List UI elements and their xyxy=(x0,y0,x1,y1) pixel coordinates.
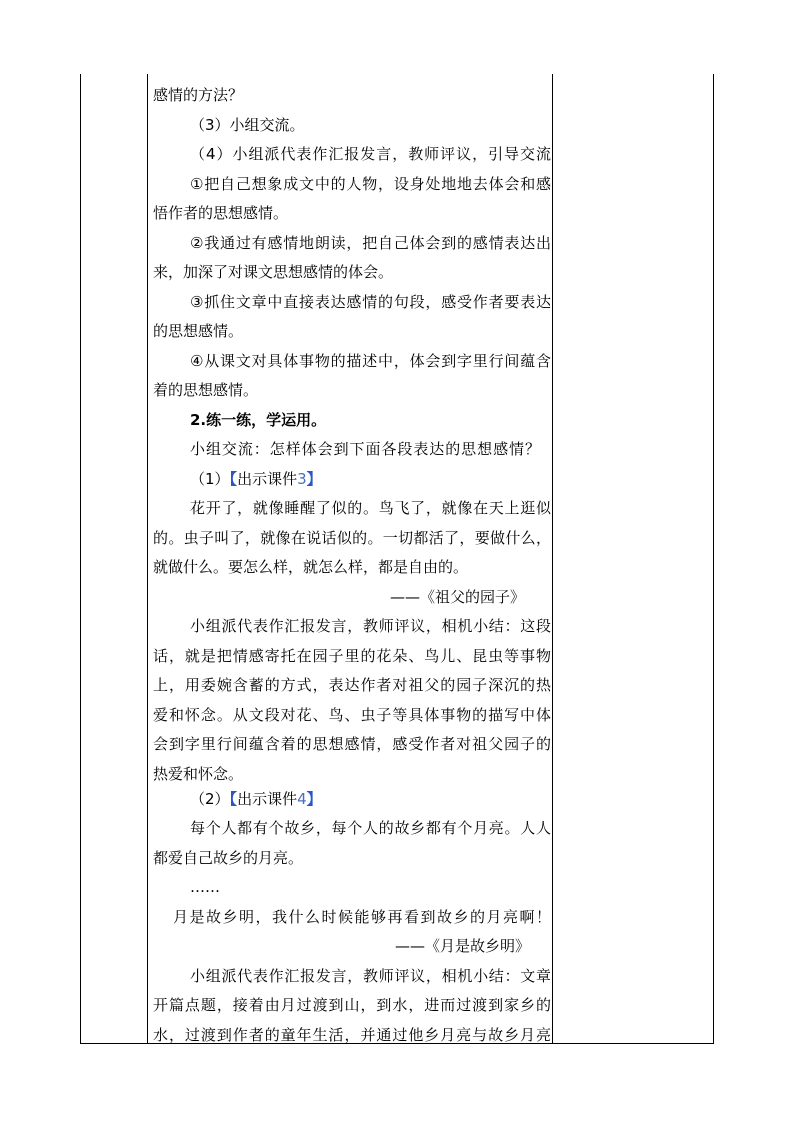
text-line: 会到字里行间蕴含着的思想感情，感受作者对祖父园子的 xyxy=(153,735,551,753)
text-line: ②我通过有感情地朗读，把自己体会到的感情表达出 xyxy=(190,234,551,252)
text-line: 热爱和怀念。 xyxy=(153,765,244,783)
citation: ——《月是故乡明》 xyxy=(394,937,530,955)
section-heading: 2.练一练，学运用。 xyxy=(190,411,327,429)
text-line: 月是故乡明，我什么时候能够再看到故乡的月亮啊！ xyxy=(173,908,551,926)
text-line: 小组派代表作汇报发言，教师评议，相机小结：文章 xyxy=(190,967,551,985)
text-line: ③抓住文章中直接表达感情的句段，感受作者要表达 xyxy=(190,293,551,311)
text-line: 水，过渡到作者的童年生活，并通过他乡月亮与故乡月亮 xyxy=(153,1026,551,1044)
text-line: 着的思想感情。 xyxy=(153,381,259,399)
item-number: （1） xyxy=(190,470,230,488)
ellipsis: …… xyxy=(190,878,220,896)
item-number: （2） xyxy=(190,790,230,808)
text-line: 都爱自己故乡的月亮。 xyxy=(153,849,304,867)
table-border-left xyxy=(80,74,81,1044)
bracket-close: 】 xyxy=(306,470,322,488)
text-line: 感情的方法？ xyxy=(153,86,244,104)
text-line: 话，就是把情感寄托在园子里的花朵、鸟儿、昆虫等事物 xyxy=(153,647,551,665)
text-line: 开篇点题，接着由月过渡到山，到水，进而过渡到家乡的 xyxy=(153,996,551,1014)
bracket-open: 【 xyxy=(229,790,238,808)
courseware-ref xyxy=(190,789,322,809)
text-line: ④从课文对具体事物的描述中，体会到字里行间蕴含 xyxy=(190,352,551,370)
courseware-number: 4 xyxy=(297,790,307,808)
text-line: 上，用委婉含蓄的方式，表达作者对祖父的园子深沉的热 xyxy=(153,676,551,694)
text-line: 来，加深了对课文思想感情的体会。 xyxy=(153,263,394,281)
courseware-number: 3 xyxy=(297,470,307,488)
text-line: 的。虫子叫了，就像在说话似的。一切都活了，要做什么， xyxy=(153,529,551,547)
text-line: ①把自己想象成文中的人物，设身处地地去体会和感 xyxy=(190,175,551,193)
text-line: （4）小组派代表作汇报发言，教师评议，引导交流 xyxy=(190,145,551,163)
text-line: 花开了，就像睡醒了似的。鸟飞了，就像在天上逛似 xyxy=(190,499,551,517)
courseware-label: 出示课件 xyxy=(237,790,298,808)
bracket-open: 【 xyxy=(229,470,238,488)
table-border-col-3 xyxy=(552,74,553,1044)
table-border-right xyxy=(713,74,714,1044)
text-line: 小组交流：怎样体会到下面各段表达的思想感情？ xyxy=(190,440,540,458)
text-line: 就做什么。要怎么样，就怎么样，都是自由的。 xyxy=(153,558,469,576)
table-border-col-2 xyxy=(147,74,148,1044)
text-line: 爱和怀念。从文段对花、鸟、虫子等具体事物的描写中体 xyxy=(153,706,551,724)
citation: ——《祖父的园子》 xyxy=(389,588,525,606)
text-line: （3）小组交流。 xyxy=(190,116,305,134)
bracket-close: 】 xyxy=(306,790,322,808)
text-line: 每个人都有个故乡，每个人的故乡都有个月亮。人人 xyxy=(190,819,551,837)
text-line: 小组派代表作汇报发言，教师评议，相机小结：这段 xyxy=(190,617,551,635)
text-line: 的思想感情。 xyxy=(153,322,244,340)
courseware-ref xyxy=(190,469,322,489)
courseware-label: 出示课件 xyxy=(237,470,298,488)
text-line: 悟作者的思想感情。 xyxy=(153,204,289,222)
